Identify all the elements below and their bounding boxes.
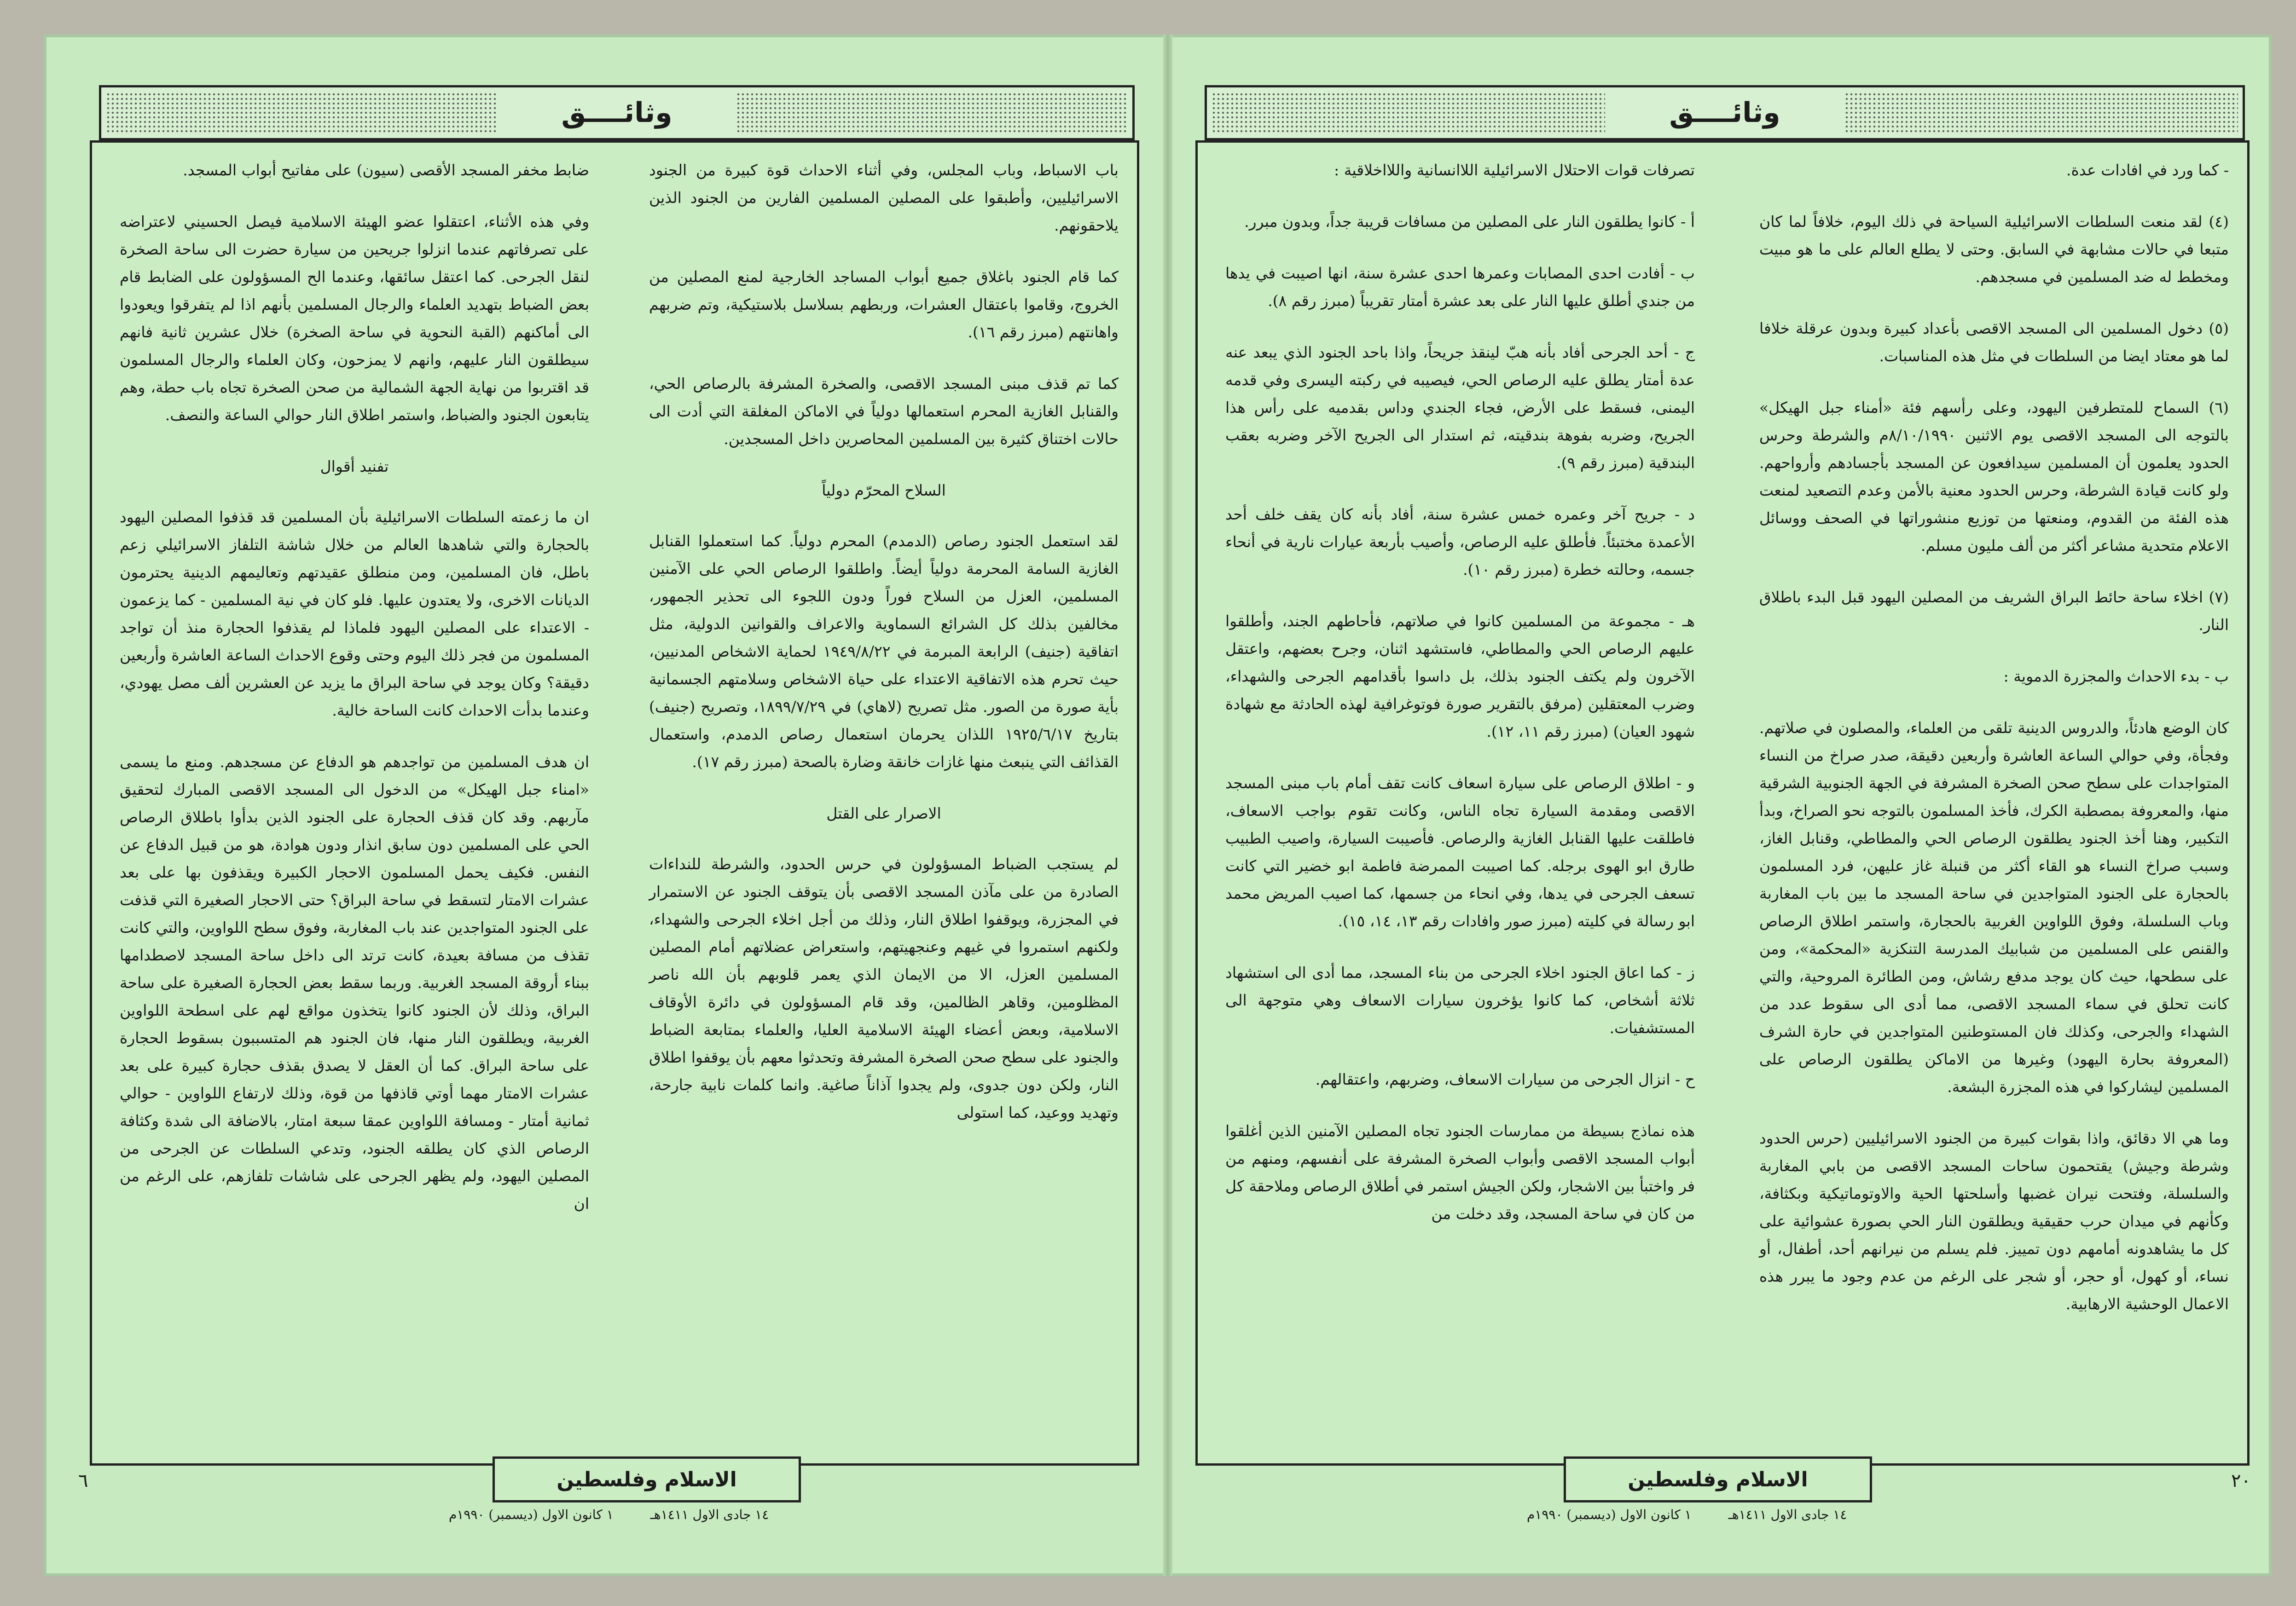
left-text-frame bbox=[90, 140, 1139, 1466]
paragraph: هذه نماذج بسيطة من ممارسات الجنود تجاه المصلين الآمنين الذين أغلقوا أبواب المسجد الاقصى وأبواب الصخرة المشرفة على أنفسهم، ومنهم من فر واختبأ بين الاشجار، ولكن الجيش استمر في أطلاق الرصاص وملاحقة كل من كان في ساحة المسجد، وقد دخلت من bbox=[1225, 1122, 1695, 1223]
left-page bbox=[44, 35, 1163, 1576]
paragraph: كان الوضع هادئاً، والدروس الدينية تلقى من العلماء، والمصلون في صلاتهم. وفجأة، وفي حوالي الساعة العاشرة وأربعين دقيقة، صدر صراخ من النساء المتواجدات على سطح صحن الصخرة المشرفة في الجهة الجنوبية الشرقية منها، والمعروفة بمصطبة الكرك، فأخذ المسلمون بالتوجه نحو الصراخ، وبدأ التكبير، وهنا أخذ الجنود يطلقون الرصاص الحي والمطاطي، وقنابل الغاز، وسبب صراخ النساء هو القاء أكثر من قنبلة غاز عليهن، فرد المسلمون بالحجارة على الجنود المتواجدين في ساحة المسجد ما بين باب المغاربة وباب السلسلة، وفوق اللواوين الغربية بالحجارة، واستمر اطلاق الرصاص والقنص على المسلمين من شبابيك المدرسة التنكزية «المحكمة»، ومن على سطحها، حيث كان يوجد مدفع رشاش، ومن الطائرة المروحية، والتي كانت تحلق في سماء المسجد الاقصى، مما أدى الى سقوط عدد من الشهداء والجرحى، وكذلك فان المستوطنين المتواجدين في حارة الشرف (المعروفة بحارة اليهود) وغيرها من الاماكن يطلقون الرصاص على المسلمين ليشاركوا في هذه المجزرة البشعة. bbox=[1759, 719, 2229, 1096]
paragraph: ب - أفادت احدى المصابات وعمرها احدى عشرة سنة، انها اصيبت في يدها من جندي أطلق عليها النار على بعد عشرة أمتار تقريباً (مبرز رقم ٨). bbox=[1225, 264, 1695, 310]
hijri-date: ١٤ جادى الاول ١٤١١هـ bbox=[650, 1507, 769, 1522]
paragraph: ب - بدء الاحداث والمجزرة الدموية : bbox=[2003, 667, 2229, 685]
paragraph: ج - أحد الجرحى أفاد بأنه هبّ لينقذ جريحاً، واذا باحد الجنود الذي يبعد عنه عدة أمتار يطلق عليه الرصاص الحي، فيصيبه في ركبته اليسرى وفي قدمه اليمنى، فسقط على الأرض، فجاء الجندي وداس بقدميه على رأس هذا الجريح، وضربه بفوهة بندقيته، ثم استدار الى الجريح الآخر وضربه بعقب البندقية (مبرز رقم ٩). bbox=[1225, 343, 1695, 472]
page-fold bbox=[1163, 35, 1172, 1576]
issue-date bbox=[449, 1507, 769, 1522]
paragraph: كما قام الجنود باغلاق جميع أبواب المساجد الخارجية لمنع المصلين من الخروج، وقاموا باعتقال العشرات، وربطهم بسلاسل بلاستيكية، وتم ضربهم واهانتهم (مبرز رقم ١٦). bbox=[649, 268, 1119, 341]
paragraph: هـ - مجموعة من المسلمين كانوا في صلاتهم، فأحاطهم الجند، وأطلقوا عليهم الرصاص الحي والمطاطي، فاستشهد اثنان، وجرح بعضهم، واعتقل الآخرون ولم يكتف الجنود بذلك، بل داسوا بأقدامهم الجرحى والشهداء، وضرب المعتقلين (مرفق بالتقرير صورة فوتوغرافية لهذه الحادثة مع شهادة شهود العيان) (مبرز رقم ١١، ١٢). bbox=[1225, 612, 1695, 740]
magazine-spread bbox=[44, 35, 2272, 1576]
paragraph: ح - انزال الجرحى من سيارات الاسعاف، وضربهم، واعتقالهم. bbox=[1315, 1070, 1695, 1088]
right-header-band bbox=[1205, 85, 2245, 140]
page-number: ٦ bbox=[78, 1470, 88, 1491]
page-number: ٢٠ bbox=[2231, 1470, 2251, 1491]
subheading: تفنيد أقوال bbox=[320, 457, 389, 475]
section-title: وثائــــق bbox=[1651, 97, 1799, 129]
header-dot-pattern bbox=[736, 92, 1128, 133]
paragraph: - كما ورد في افادات عدة. bbox=[2066, 161, 2229, 179]
gregorian-date: ١ كانون الاول (ديسمبر) ١٩٩٠م bbox=[449, 1507, 614, 1522]
magazine-name-box: الاسلام وفلسطين bbox=[1564, 1456, 1872, 1502]
paragraph: كما تم قذف مبنى المسجد الاقصى، والصخرة المشرفة بالرصاص الحي، والقنابل الغازية المحرم استعمالها دولياً في الاماكن المغلقة التي أدت الى حالات اختناق كثيرة بين المسلمين المحاصرين داخل المسجدين. bbox=[649, 375, 1119, 448]
right-page-right-column bbox=[1759, 156, 2229, 1445]
header-dot-pattern bbox=[1844, 92, 2238, 133]
section-title: وثائــــق bbox=[543, 97, 691, 129]
paragraph: وما هي الا دقائق، واذا بقوات كبيرة من الجنود الاسرائيليين (حرس الحدود وشرطة وجيش) يقتحمون ساحات المسجد الاقصى من بابي المغاربة والسلسلة، وفتحت نيران غضبها وأسلحتها الحية والاوتوماتيكية وبكثافة، وكأنهم في ميدان حرب حقيقية ويطلقون النار الحي بصورة عشوائية على كل ما يشاهدونه أمامهم دون تمييز. فلم يسلم من نيرانهم أحد، أطفال، أو نساء، أو كهول، أو حجر، أو شجر على الرغم من عدم وجود ما يبرر هذه الاعمال الوحشية الارهابية. bbox=[1759, 1129, 2229, 1313]
paragraph: أ - كانوا يطلقون النار على المصلين من مسافات قريبة جداً، وبدون مبرر. bbox=[1244, 213, 1695, 231]
paragraph: لم يستجب الضباط المسؤولون في حرس الحدود، والشرطة للنداءات الصادرة من على مآذن المسجد الاقصى بأن يتوقف الجنود عن الاستمرار في المجزرة، ويوقفوا اطلاق النار، وذلك من أجل اخلاء الجرحى والشهداء، ولكنهم استمروا في غيهم وعنجهيتهم، واستعراض عضلاتهم أمام المصلين المسلمين العزل، الا من الايمان الذي يعمر قلوبهم بأن الله ناصر المظلومين، وقاهر الظالمين، وقد قام المسؤولون في دائرة الأوقاف الاسلامية، وبعض أعضاء الهيئة الاسلامية العليا، والعلماء بمتابعة الضباط والجنود على سطح صحن الصخرة المشرفة وتحدثوا معهم بأن يوقفوا اطلاق النار، ولكن دون جدوى، ولم يجدوا آذاناً صاغية. وانما كلمات نابية جارحة، وتهديد ووعيد، كما استولى bbox=[649, 855, 1119, 1121]
paragraph: (٧) اخلاء ساحة حائط البراق الشريف من المصلين اليهود قبل البدء باطلاق النار. bbox=[1759, 588, 2229, 634]
left-page-right-column bbox=[649, 156, 1119, 1445]
paragraph: باب الاسباط، وباب المجلس، وفي أثناء الاحداث قوة كبيرة من الجنود الاسرائيليين، وأطبقوا على المصلين المسلمين الفارين من الجنود الذين يلاحقونهم. bbox=[649, 161, 1119, 234]
paragraph: د - جريح آخر وعمره خمس عشرة سنة، أفاد بأنه كان يقف خلف أحد الأعمدة مختبئاً. فأطلق عليه الرصاص، وأصيب بأربعة عيارات نارية في أنحاء جسمه، وحالته خطرة (مبرز رقم ١٠). bbox=[1225, 505, 1695, 578]
hijri-date: ١٤ جادى الاول ١٤١١هـ bbox=[1728, 1507, 1847, 1522]
paragraph: لقد استعمل الجنود رصاص (الدمدم) المحرم دولياً. كما استعملوا القنابل الغازية السامة المحرمة دولياً أيضاً. واطلقوا الرصاص الحي على الآمنين المسلمين، العزل من السلاح فوراً ودون اللجوء الى تحذير الجمهور، مخالفين بذلك كل الشرائع السماوية والاعراف والقوانين الدولية، مثل اتفاقية (جنيف) الرابعة المبرمة في ١٩٤٩/٨/٢٢ لحماية الاشخاص المدنيين، حيث تحرم هذه الاتفاقية الاعتداء على حياة الاشخاص وسلامتهم الجسمانية بأية صورة من الصور. مثل تصريح (لاهاي) في ١٨٩٩/٧/٢٩، وتصريح (جنيف) بتاريخ ١٩٢٥/٦/١٧ اللذان يحرمان استعمال رصاص الدمدم، واستعمال القذائف التي ينبعث منها غازات خانقة وضارة بالصحة (مبرز رقم ١٧). bbox=[649, 532, 1119, 771]
paragraph: ز - كما اعاق الجنود اخلاء الجرحى من بناء المسجد، مما أدى الى استشهاد ثلاثة أشخاص، كما كانوا يؤخرون سيارات الاسعاف وهي متوجهة الى المستشفيات. bbox=[1225, 964, 1695, 1037]
paragraph: وفي هذه الأثناء، اعتقلوا عضو الهيئة الاسلامية فيصل الحسيني لاعتراضه على تصرفاتهم عندما انزلوا جريحين من سيارة حضرت الى ساحة الصخرة لنقل الجرحى. كما اعتقل سائقها، وعندما الح المسؤولون على الضابط قام بعض الضباط بتهديد العلماء والرجال المسلمين بأنهم اذا لم يتفرقوا ويعودوا الى أماكنهم (القبة النحوية في ساحة الصخرة) خلال عشرين ثانية فانهم سيطلقون النار عليهم، وانهم لا يمزحون، وكان العلماء والرجال المسلمون قد اقتربوا من نهاية الجهة الشمالية من صحن الصخرة تجاه باب حطة، وهم يتابعون الجنود والضباط، واستمر اطلاق النار حوالي الساعة والنصف. bbox=[120, 213, 590, 424]
right-text-frame bbox=[1195, 140, 2250, 1466]
header-dot-pattern bbox=[1212, 92, 1605, 133]
paragraph: (٦) السماح للمتطرفين اليهود، وعلى رأسهم فئة «أمناء جبل الهيكل» بالتوجه الى المسجد الاقصى يوم الاثنين ٨/١٠/١٩٩٠م والشرطة وحرس الحدود يعلمون أن المسلمين سيدافعون عن المسجد بأجسادهم وأرواحهم. ولو كانت قيادة الشرطة، وحرس الحدود معنية بالأمن وعدم التصعيد لمنعت هذه الفئة من القدوم، ومنعتها من توزيع منشوراتها في الصحف ووسائل الاعلام متحدية مشاعر أكثر من ألف مليون مسلم. bbox=[1759, 399, 2229, 555]
right-page-left-column bbox=[1225, 156, 1695, 1445]
paragraph: ان هدف المسلمين من تواجدهم هو الدفاع عن مسجدهم. ومنع ما يسمى «امناء جبل الهيكل» من الدخول الى المسجد الاقصى المبارك لتحقيق مآربهم. وقد كان قذف الحجارة على الجنود الذين بدأوا باطلاق الرصاص الحي على المسلمين دون سابق انذار ودون هوادة، هو من قبيل الدفاع عن النفس. فكيف يحمل المسلمون الاحجار الكبيرة ويقذفون بها على بعد عشرات الامتار لتسقط في ساحة البراق؟ حتى الاحجار الصغيرة التي قذفت على الجنود المتواجدين عند باب المغاربة، وفوق سطح اللواوين، والتي كانت تقذف من مسافة بعيدة، كانت ترتد الى داخل ساحة المسجد لاصطدامها ببناء أروقة المسجد الغربية. وربما سقط بعض الحجارة الصغيرة على ساحة البراق، وذلك لأن الجنود كانوا يتخذون مواقع لهم على اسطحة اللواوين الغربية، ويطلقون النار منها، فان الجنود هم المتسببون بسقوط الحجارة على ساحة البراق. كما أن العقل لا يصدق بقذف حجارة كبيرة على بعد عشرات الامتار مهما أوتي قاذفها من قوة، وذلك لارتفاع اللواوين - حوالي ثمانية أمتار - ومسافة اللواوين عمقا سبعة امتار، بالاضافة الى شدة وكثافة الرصاص الذي كان يطلقه الجنود، وتدعي السلطات عن الجرحى من المصلين اليهود، ولم يظهر الجرحى على شاشات تلفازهم، على الرغم من ان bbox=[120, 753, 589, 1213]
subheading: السلاح المحرّم دولياً bbox=[822, 481, 946, 499]
subheading: الاصرار على القتل bbox=[826, 804, 941, 822]
paragraph: ان ما زعمته السلطات الاسرائيلية بأن المسلمين قد قذفوا المصلين اليهود بالحجارة والتي شاهدها العالم من خلال شاشة التلفاز الاسرائيلي زعم باطل، فان المسلمين، ومن منطلق عقيدتهم وتعاليمهم الدينية يحترمون الديانات الاخرى، ولا يعتدون عليها. فلو كان في نية المسلمين - كما يزعمون - الاعتداء على المصلين اليهود فلماذا لم يقذفوا الحجارة منذ أن تواجد المسلمون من فجر ذلك اليوم وحتى وقوع الاحداث الساعة العاشرة وأربعين دقيقة؟ وكان يوجد في ساحة البراق ما يزيد عن العشرين ألف مصل يهودي، وعندما بدأت الاحداث كانت الساحة خالية. bbox=[120, 508, 589, 719]
left-page-left-column bbox=[120, 156, 589, 1445]
paragraph: (٤) لقد منعت السلطات الاسرائيلية السياحة في ذلك اليوم، خلافاً لما كان متبعا في حالات مشابهة في السابق. وحتى لا يطلع العالم على ما هو مبيت ومخطط له ضد المسلمين في مسجدهم. bbox=[1759, 213, 2229, 286]
header-dot-pattern bbox=[106, 92, 498, 133]
gregorian-date: ١ كانون الاول (ديسمبر) ١٩٩٠م bbox=[1527, 1507, 1692, 1522]
left-header-band bbox=[99, 85, 1135, 140]
magazine-name-box: الاسلام وفلسطين bbox=[493, 1456, 801, 1502]
right-page bbox=[1172, 35, 2272, 1576]
issue-date bbox=[1527, 1507, 1847, 1522]
paragraph: (٥) دخول المسلمين الى المسجد الاقصى بأعداد كبيرة وبدون عرقلة خلافا لما هو معتاد ايضا من السلطات في مثل هذه المناسبات. bbox=[1759, 319, 2229, 365]
paragraph: تصرفات قوات الاحتلال الاسرائيلية اللاانسانية واللااخلاقية : bbox=[1334, 161, 1695, 179]
paragraph: ضابط مخفر المسجد الأقصى (سيون) على مفاتيح أبواب المسجد. bbox=[183, 161, 589, 179]
paragraph: و - اطلاق الرصاص على سيارة اسعاف كانت تقف أمام باب مبنى المسجد الاقصى ومقدمة السيارة تجاه الناس، وكانت تقوم بواجب الاسعاف، فاطلقت عليها القنابل الغازية والرصاص. فأصيبت السيارة، واصيب الطبيب طارق ابو الهوى برجله. كما اصيبت الممرضة فاطمة ابو خضير التي كانت تسعف الجرحى في يدها، وفي انحاء من جسمها، كما اصيب المريض محمد ابو رسالة في كليته (مبرز صور وافادات رقم ١٣، ١٤، ١٥). bbox=[1225, 774, 1695, 930]
